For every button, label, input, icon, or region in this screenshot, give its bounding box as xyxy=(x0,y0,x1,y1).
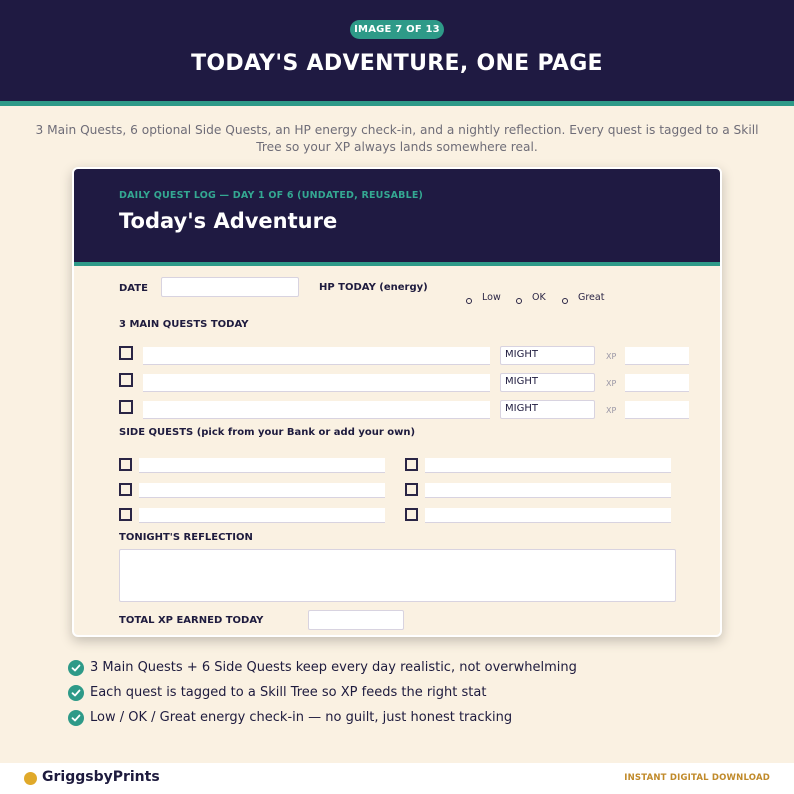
xp-field[interactable] xyxy=(625,374,689,392)
hp-radio-great[interactable] xyxy=(562,298,568,304)
main-quest-field[interactable] xyxy=(143,374,490,392)
reflection-field[interactable] xyxy=(119,549,676,602)
hp-option-great: Great xyxy=(578,292,605,303)
side-quest-checkbox[interactable] xyxy=(405,483,418,496)
main-quest-checkbox[interactable] xyxy=(119,400,133,414)
date-field[interactable] xyxy=(161,277,299,297)
check-circle-icon xyxy=(68,710,84,726)
feature-bullet-text: Low / OK / Great energy check-in — no guilt, just honest tracking xyxy=(90,710,513,725)
side-quest-checkbox[interactable] xyxy=(405,508,418,521)
total-xp-label: TOTAL XP EARNED TODAY xyxy=(119,615,264,626)
side-quest-checkbox[interactable] xyxy=(119,483,132,496)
side-quest-checkbox[interactable] xyxy=(119,458,132,471)
card-eyebrow: DAILY QUEST LOG — DAY 1 OF 6 (UNDATED, REUSABLE) xyxy=(119,190,424,201)
side-quest-checkbox[interactable] xyxy=(405,458,418,471)
skill-tree-field[interactable]: MIGHT xyxy=(500,373,595,392)
banner-title: TODAY'S ADVENTURE, ONE PAGE xyxy=(191,51,603,76)
quest-log-card xyxy=(72,167,722,637)
hp-radio-low[interactable] xyxy=(466,298,472,304)
side-quest-field[interactable] xyxy=(425,483,671,498)
main-quests-label: 3 MAIN QUESTS TODAY xyxy=(119,319,249,330)
skill-tree-field[interactable]: MIGHT xyxy=(500,400,595,419)
hp-label: HP TODAY (energy) xyxy=(319,282,428,293)
hp-radio-ok[interactable] xyxy=(516,298,522,304)
total-xp-field[interactable] xyxy=(308,610,404,630)
side-quest-field[interactable] xyxy=(425,458,671,473)
xp-label: XP xyxy=(606,352,617,361)
xp-field[interactable] xyxy=(625,401,689,419)
feature-bullet-text: Each quest is tagged to a Skill Tree so XP feeds the right stat xyxy=(90,685,487,700)
side-quest-field[interactable] xyxy=(139,508,385,523)
hp-option-ok: OK xyxy=(532,292,546,303)
brand-name: GriggsbyPrints xyxy=(42,769,160,785)
main-quest-checkbox[interactable] xyxy=(119,373,133,387)
skill-tree-field[interactable]: MIGHT xyxy=(500,346,595,365)
side-quest-field[interactable] xyxy=(139,483,385,498)
xp-field[interactable] xyxy=(625,347,689,365)
feature-bullet-text: 3 Main Quests + 6 Side Quests keep every day realistic, not overwhelming xyxy=(90,660,577,675)
banner-accent-stripe xyxy=(0,101,794,106)
subtitle: 3 Main Quests, 6 optional Side Quests, an HP energy check-in, and a nightly reflection. Every quest is tagged to a Skill Tree so your XP always lands somewhere real. xyxy=(35,123,759,154)
main-quest-field[interactable] xyxy=(143,401,490,419)
download-note: INSTANT DIGITAL DOWNLOAD xyxy=(624,773,770,783)
check-circle-icon xyxy=(68,660,84,676)
side-quest-field[interactable] xyxy=(425,508,671,523)
main-quest-checkbox[interactable] xyxy=(119,346,133,360)
reflection-label: TONIGHT'S REFLECTION xyxy=(119,532,253,543)
side-quest-field[interactable] xyxy=(139,458,385,473)
check-circle-icon xyxy=(68,685,84,701)
side-quest-checkbox[interactable] xyxy=(119,508,132,521)
date-label: DATE xyxy=(119,283,148,294)
footer-bar xyxy=(0,763,794,794)
card-title: Today's Adventure xyxy=(119,209,338,233)
main-quest-field[interactable] xyxy=(143,347,490,365)
xp-label: XP xyxy=(606,379,617,388)
xp-label: XP xyxy=(606,406,617,415)
side-quests-label: SIDE QUESTS (pick from your Bank or add your own) xyxy=(119,427,416,438)
image-counter-badge: IMAGE 7 OF 13 xyxy=(350,20,444,39)
card-header-stripe xyxy=(74,262,720,266)
brand-logo-icon xyxy=(24,772,37,785)
hp-option-low: Low xyxy=(482,292,501,303)
